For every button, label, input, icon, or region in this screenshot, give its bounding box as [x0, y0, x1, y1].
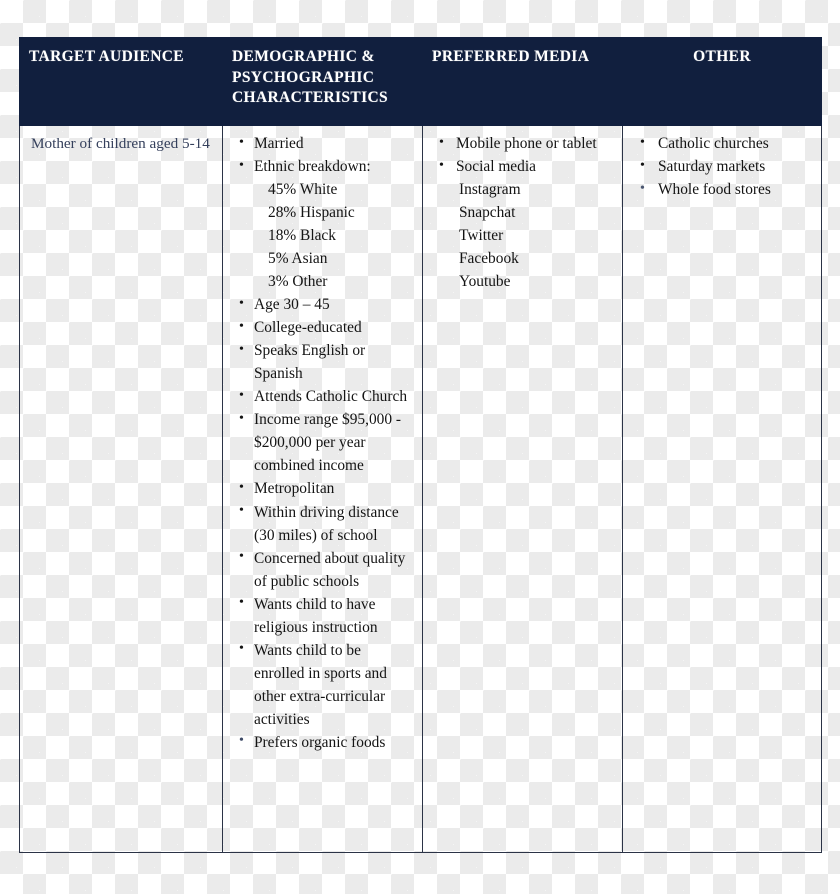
preferred-media-list	[431, 132, 614, 293]
audience-table-container	[19, 37, 821, 853]
column-header-demographic-psychographic: DEMOGRAPHIC & PSYCHOGRAPHIC CHARACTERISTICS	[223, 38, 423, 126]
preferred-media-item: Snapchat	[459, 204, 516, 222]
column-header-preferred-media: PREFERRED MEDIA	[423, 38, 623, 126]
preferred-media-item: Facebook	[459, 250, 519, 268]
demographic-item: • Income range $95,000 - $200,000 per year combined income	[237, 408, 414, 477]
demographic-item: • Speaks English or Spanish	[237, 339, 414, 385]
column-header-target-audience: TARGET AUDIENCE	[20, 38, 223, 126]
preferred-media-item: Twitter	[459, 227, 504, 245]
demographic-item: • College-educated	[237, 316, 414, 339]
demographic-item: • Married	[237, 132, 414, 155]
table-header	[20, 38, 822, 126]
preferred-media-item: • Mobile phone or tablet	[437, 132, 614, 155]
cell-target-audience	[20, 126, 223, 853]
demographic-item: 28% Hispanic	[268, 204, 355, 222]
demographic-item: • Ethnic breakdown:	[237, 155, 414, 178]
table-header-row	[20, 38, 822, 126]
demographic-item: 45% White	[268, 181, 338, 199]
other-item: • Saturday markets	[636, 155, 813, 178]
cell-preferred-media	[423, 126, 623, 853]
demographic-item: • Age 30 – 45	[237, 293, 414, 316]
column-header-other: OTHER	[623, 38, 822, 126]
demographic-item: • Wants child to have religious instruction	[237, 593, 414, 639]
target-audience-text: Mother of children aged 5-14	[31, 135, 210, 152]
demographic-item: • Within driving distance (30 miles) of school	[237, 501, 414, 547]
preferred-media-item: • Social media	[437, 155, 614, 178]
preferred-media-item: Instagram	[459, 181, 521, 199]
demographic-item: • Attends Catholic Church	[237, 385, 414, 408]
preferred-media-item: Youtube	[459, 273, 511, 291]
demographic-item: • Metropolitan	[237, 477, 414, 500]
demographic-item: 18% Black	[268, 227, 336, 245]
other-item: • Catholic churches	[636, 132, 813, 155]
other-list	[631, 132, 813, 201]
cell-demographic-psychographic	[223, 126, 423, 853]
other-item: • Whole food stores	[636, 178, 813, 201]
demographic-characteristics-list	[231, 132, 414, 754]
demographic-item: • Prefers organic foods	[237, 731, 414, 754]
target-audience-table	[19, 37, 822, 853]
demographic-item: • Wants child to be enrolled in sports and other extra-curricular activities	[237, 639, 414, 731]
demographic-item: 3% Other	[268, 273, 328, 291]
table-row	[20, 126, 822, 853]
cell-other	[623, 126, 822, 853]
table-body	[20, 126, 822, 853]
demographic-item: • Concerned about quality of public schools	[237, 547, 414, 593]
demographic-item: 5% Asian	[268, 250, 328, 268]
